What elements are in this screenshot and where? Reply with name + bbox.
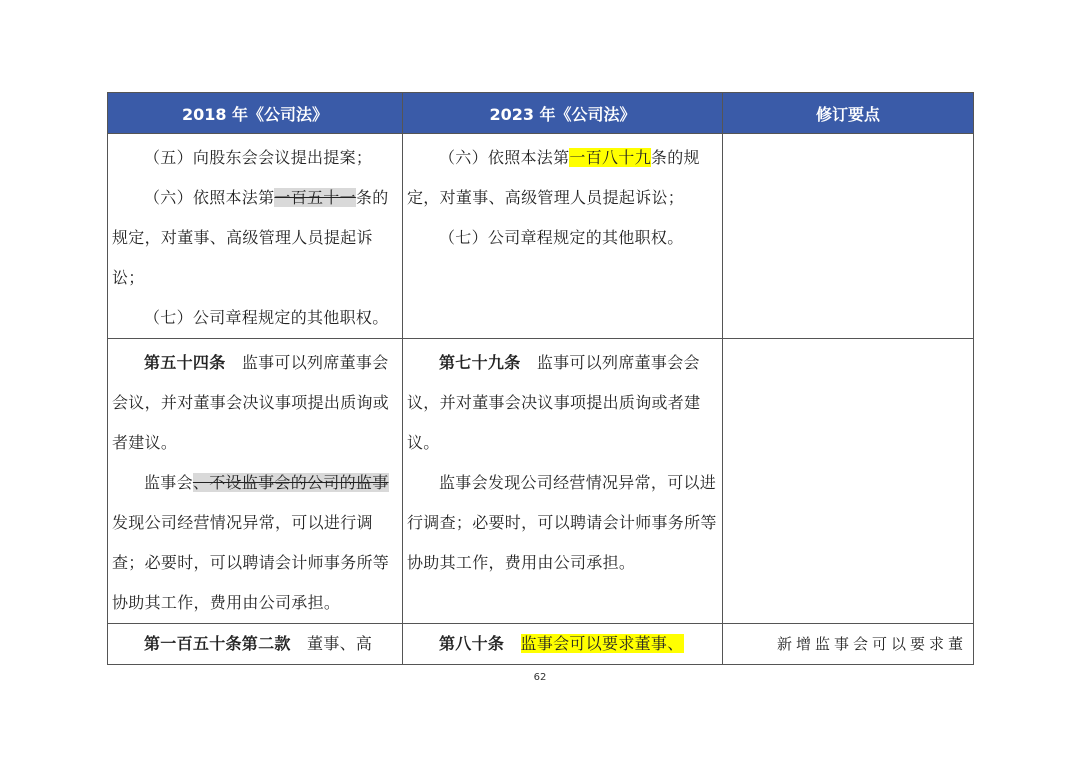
paragraph: （七）公司章程规定的其他职权。 <box>144 308 389 327</box>
cell-2023 <box>403 624 723 665</box>
article-number: 第八十条 <box>439 634 505 653</box>
paragraph: 监事会发现公司经营情况异常，可以进行调查；必要时，可以聘请会计师事务所等协助其工作，费用由公司承担。 <box>407 473 717 572</box>
paragraph: 第七十九条 监事可以列席董事会会议，并对董事会决议事项提出质询或者建议。 <box>407 353 701 452</box>
deleted-text: 、不设监事会的公司的监事 <box>192 473 389 492</box>
cell-revision-note <box>723 339 974 624</box>
cell-2018 <box>108 339 403 624</box>
cell-revision-note: 新增监事会可以要求董 <box>723 624 974 665</box>
deleted-text: 一百五十一 <box>274 188 356 207</box>
cell-revision-note <box>723 134 974 339</box>
paragraph <box>407 624 718 664</box>
page-number: 62 <box>533 672 547 683</box>
paragraph: 监事会、不设监事会的公司的监事发现公司经营情况异常，可以进行调查；必要时，可以聘请会计师事务所等协助其工作，费用由公司承担。 <box>112 473 390 612</box>
highlighted-text: 监事会可以要求董事、 <box>520 634 684 653</box>
cell-2018 <box>108 134 403 339</box>
paragraph: （六）依照本法第一百五十一条的规定，对董事、高级管理人员提起诉讼； <box>112 188 389 287</box>
article-number: 第一百五十条第二款 <box>144 634 291 653</box>
comparison-table <box>107 92 974 665</box>
paragraph: （七）公司章程规定的其他职权。 <box>439 228 684 247</box>
paragraph: 第一百五十条第二款 董事、高 <box>144 634 373 653</box>
table-row <box>108 624 974 665</box>
article-number: 第七十九条 <box>439 353 521 372</box>
header-2018-law: 2018 年《公司法》 <box>108 93 403 134</box>
header-revision-points: 修订要点 <box>723 93 974 134</box>
table-row <box>108 134 974 339</box>
cell-2023 <box>403 339 723 624</box>
header-row <box>108 93 974 134</box>
highlighted-text: 一百八十九 <box>569 148 651 167</box>
table-row <box>108 339 974 624</box>
paragraph: （五）向股东会会议提出提案； <box>144 148 373 167</box>
cell-2023 <box>403 134 723 339</box>
paragraph: （六）依照本法第一百八十九条的规定，对董事、高级管理人员提起诉讼； <box>407 148 700 207</box>
header-2023-law: 2023 年《公司法》 <box>403 93 723 134</box>
paragraph: 第五十四条 监事可以列席董事会会议，并对董事会决议事项提出质询或者建议。 <box>112 353 390 452</box>
cell-2018 <box>108 624 403 665</box>
article-number: 第五十四条 <box>144 353 226 372</box>
